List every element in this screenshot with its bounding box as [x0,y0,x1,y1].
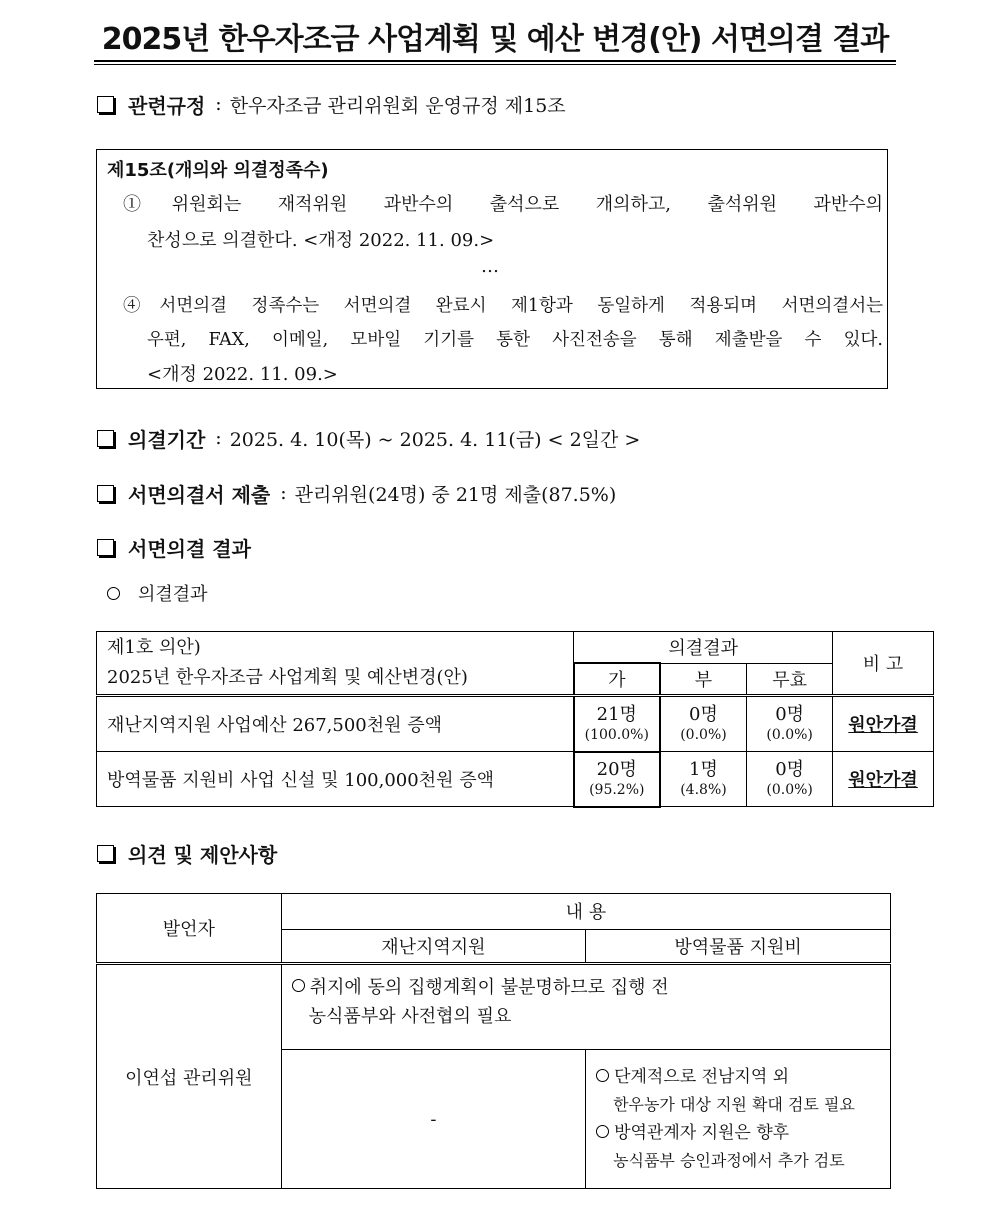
section-text: 한우자조금 관리위원회 운영규정 제15조 [229,94,566,117]
section-text: 2025. 4. 10(목) ~ 2025. 4. 11(금) < 2일간 > [229,428,641,451]
abstain-cell: 0명 (0.0%) [747,696,833,752]
content-header: 내 용 [281,894,890,930]
vote-result-table [96,631,934,808]
quarantine-opinion-cell: 단계적으로 전남지역 외 한우농가 대상 지원 확대 검토 필요 방역관계자 지원은 향후 농식품부 승인과정에서 추가 검토 [586,1050,891,1189]
no-header: 부 [660,663,747,696]
abstain-header: 무효 [747,663,833,696]
no-cell: 1명 (4.8%) [660,752,747,807]
circle-bullet-icon [596,1069,609,1082]
opinion-table [96,893,891,1189]
section-result [97,532,251,562]
section-title: 관련규정 [128,93,206,118]
note-cell: 원안가결 [833,752,934,807]
square-bullet-icon [97,485,114,502]
note-cell: 원안가결 [833,696,934,752]
disaster-header: 재난지역지원 [281,929,585,964]
agenda-cell: 제1호 의안) 2025년 한우자조금 사업계획 및 예산변경(안) [97,632,574,696]
regulation-para4-line2: 우편, FAX, 이메일, 모바일 기기를 통한 사진전송을 통해 제출받을 수 있다. [147,330,883,350]
title-underline [94,60,896,62]
title-underline-thin [94,64,896,65]
disaster-opinion-cell: - [281,1050,585,1189]
regulation-box [96,149,888,389]
abstain-cell: 0명 (0.0%) [747,752,833,807]
circle-bullet-icon [292,979,305,992]
section-opinions [97,838,277,868]
item-cell: 재난지역지원 사업예산 267,500천원 증액 [97,696,574,752]
section-regulation: 관련규정 : 한우자조금 관리위원회 운영규정 제15조 [97,89,566,119]
speaker-header: 발언자 [97,894,282,964]
section-period: 의결기간 : 2025. 4. 10(목) ~ 2025. 4. 11(금) < 2일간 > [97,423,640,453]
item-cell: 방역물품 지원비 사업 신설 및 100,000천원 증액 [97,752,574,807]
regulation-para1-line2: 찬성으로 의결한다. <개정 2022. 11. 09.> [147,230,495,251]
section-title: 의결기간 [128,427,206,452]
circle-bullet-icon [596,1125,609,1138]
regulation-para4-line1: ④서면의결 정족수는 서면의결 완료시 제1항과 동일하게 적용되며 서면의결서는 [123,296,883,316]
section-text: 관리위원(24명) 중 21명 제출(87.5%) [294,483,617,506]
regulation-para4-line3: <개정 2022. 11. 09.> [147,364,338,385]
speaker-cell: 이연섭 관리위원 [97,964,282,1189]
yes-header: 가 [574,663,660,696]
common-opinion-cell: 취지에 동의 집행계획이 불분명하므로 집행 전 농식품부와 사전협의 필요 [281,964,890,1050]
section-title: 의견 및 제안사항 [128,842,278,867]
regulation-heading: 제15조(개의와 의결정족수) [107,160,329,181]
square-bullet-icon [97,845,114,862]
yes-cell: 20명 (95.2%) [574,752,660,807]
square-bullet-icon [97,539,114,556]
square-bullet-icon [97,430,114,447]
section-title: 서면의결 결과 [128,536,251,561]
table-row [97,696,934,752]
square-bullet-icon [97,96,114,113]
regulation-ellipsis: … [481,256,499,277]
vote-group-header: 의결결과 [574,632,833,664]
table-row [97,752,934,807]
section-title: 서면의결서 제출 [128,482,271,507]
yes-cell: 21명 (100.0%) [574,696,660,752]
document-title: 2025년 한우자조금 사업계획 및 예산 변경(안) 서면의결 결과 [101,22,889,57]
regulation-para1-line1: ①위원회는 재적위원 과반수의 출석으로 개의하고, 출석위원 과반수의 [123,194,883,215]
no-cell: 0명 (0.0%) [660,696,747,752]
circle-bullet-icon [107,587,120,600]
vote-result-label: 의결결과 [107,580,208,606]
section-submission: 서면의결서 제출 : 관리위원(24명) 중 21명 제출(87.5%) [97,478,616,508]
note-header: 비 고 [833,632,934,696]
quarantine-header: 방역물품 지원비 [586,929,891,964]
